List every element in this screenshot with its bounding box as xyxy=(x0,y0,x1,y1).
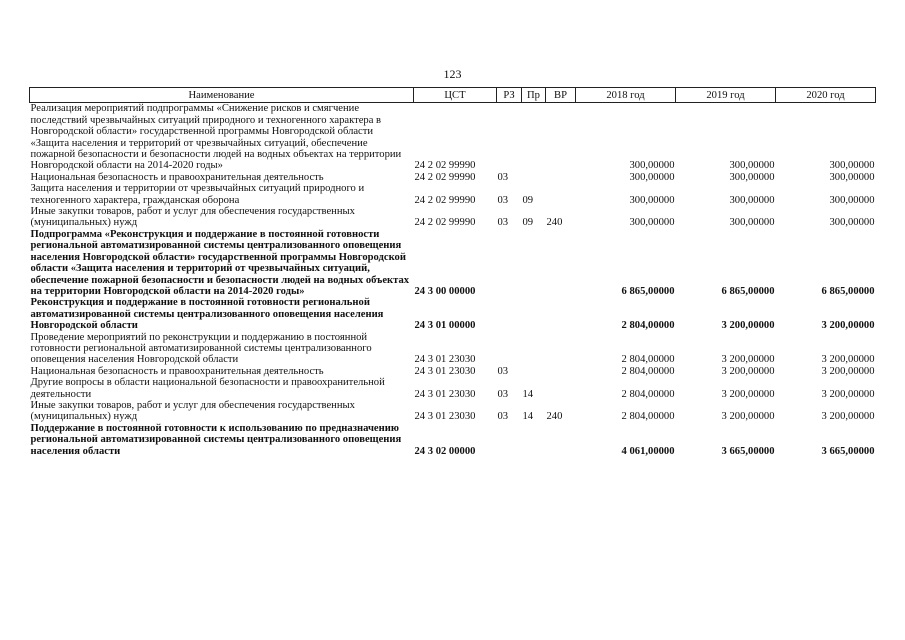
row-value-2019: 300,00000 xyxy=(729,171,775,183)
row-value-2018: 300,00000 xyxy=(629,160,675,172)
row-cst: 24 2 02 99990 xyxy=(414,171,476,183)
row-rz xyxy=(497,332,522,366)
row-vr xyxy=(546,103,576,172)
row-value-2018: 2 804,00000 xyxy=(621,354,675,366)
row-name: Подпрограмма «Реконструкция и поддержание в постоянной готовности региональной автоматизированной системы централизованного оповещения населения Новгородской области» государственной программы Новгородской области «Защита населения и территорий от чрезвычайных ситуаций, обеспечение пожарной безопасности и безопасности людей на водных объектах на территории Новгородской области на 2014-2020 годы» xyxy=(30,228,410,297)
row-value-2018: 2 804,00000 xyxy=(621,365,675,377)
row-name: Национальная безопасность и правоохранительная деятельность xyxy=(30,171,324,183)
row-name: Другие вопросы в области национальной безопасности и правоохранительной деятельности xyxy=(30,377,385,400)
row-value-2018: 300,00000 xyxy=(629,217,675,229)
column-header-pr: Пр xyxy=(522,88,546,103)
row-vr: 240 xyxy=(546,411,563,423)
row-vr: 240 xyxy=(546,217,563,229)
row-rz xyxy=(497,297,522,331)
row-pr xyxy=(522,103,546,172)
budget-table xyxy=(29,87,876,457)
row-value-2019: 3 200,00000 xyxy=(721,365,775,377)
column-header-2019: 2019 год xyxy=(676,88,776,103)
row-value-2018: 2 804,00000 xyxy=(621,388,675,400)
row-value-2020: 3 200,00000 xyxy=(821,320,875,332)
row-value-2019: 3 200,00000 xyxy=(721,388,775,400)
row-vr xyxy=(546,366,576,377)
row-name: Защита населения и территории от чрезвычайных ситуаций природного и техногенного характера, гражданская оборона xyxy=(30,183,365,206)
row-cst: 24 2 02 99990 xyxy=(414,194,476,206)
row-value-2018: 2 804,00000 xyxy=(621,320,675,332)
row-value-2019: 3 200,00000 xyxy=(721,411,775,423)
row-name: Реализация мероприятий подпрограммы «Снижение рисков и смягчение последствий чрезвычайных ситуаций природного и техногенного характера в Новгородской области» государственной программы Новгородской области «Защита населения и территорий от чрезвычайных ситуаций, обеспечение пожарной безопасности и безопасности людей на водных объектах на территории Новгородской области на 2014-2020 годы» xyxy=(30,103,402,172)
row-value-2018: 2 804,00000 xyxy=(621,411,675,423)
row-value-2020: 3 200,00000 xyxy=(821,388,875,400)
row-pr xyxy=(522,297,546,331)
row-pr xyxy=(522,332,546,366)
row-rz xyxy=(497,103,522,172)
column-header-name: Наименование xyxy=(30,88,414,103)
row-value-2018: 300,00000 xyxy=(629,171,675,183)
row-value-2019: 3 665,00000 xyxy=(721,445,775,457)
row-value-2018: 4 061,00000 xyxy=(621,445,675,457)
row-value-2018: 6 865,00000 xyxy=(621,285,675,297)
row-name: Реконструкция и поддержание в постоянной готовности региональной автоматизированной системы централизованного оповещения населения Новгородской области xyxy=(30,297,384,332)
row-rz: 03 xyxy=(497,365,509,377)
row-pr xyxy=(522,366,546,377)
table-row xyxy=(30,183,876,206)
row-value-2020: 3 200,00000 xyxy=(821,354,875,366)
table-row xyxy=(30,172,876,183)
row-rz xyxy=(497,229,522,297)
column-header-cst: ЦСТ xyxy=(414,88,497,103)
table-row xyxy=(30,400,876,423)
table-row xyxy=(30,423,876,457)
row-name: Иные закупки товаров, работ и услуг для обеспечения государственных (муниципальных) нужд xyxy=(30,206,355,229)
row-vr xyxy=(546,172,576,183)
row-value-2020: 3 200,00000 xyxy=(821,411,875,423)
table-row xyxy=(30,297,876,331)
table-row xyxy=(30,377,876,400)
row-cst: 24 3 01 23030 xyxy=(414,388,476,400)
row-pr xyxy=(522,172,546,183)
row-value-2020: 300,00000 xyxy=(829,171,875,183)
row-value-2019: 3 200,00000 xyxy=(721,320,775,332)
column-header-2018: 2018 год xyxy=(576,88,676,103)
row-cst: 24 3 01 23030 xyxy=(414,354,476,366)
row-vr xyxy=(546,183,576,206)
table-row xyxy=(30,332,876,366)
page-number: 123 xyxy=(443,67,462,81)
row-pr: 09 xyxy=(522,194,534,206)
row-value-2020: 300,00000 xyxy=(829,160,875,172)
column-header-2020: 2020 год xyxy=(776,88,876,103)
row-value-2020: 3 665,00000 xyxy=(821,445,875,457)
table-row xyxy=(30,366,876,377)
row-cst: 24 3 02 00000 xyxy=(414,445,476,457)
row-value-2020: 3 200,00000 xyxy=(821,365,875,377)
row-value-2018: 300,00000 xyxy=(629,194,675,206)
table-row xyxy=(30,229,876,297)
row-value-2019: 300,00000 xyxy=(729,217,775,229)
row-vr xyxy=(546,297,576,331)
row-rz: 03 xyxy=(497,171,509,183)
row-vr xyxy=(546,377,576,400)
row-pr: 14 xyxy=(522,411,534,423)
row-rz: 03 xyxy=(497,217,509,229)
row-value-2020: 300,00000 xyxy=(829,194,875,206)
row-vr xyxy=(546,423,576,457)
row-name: Иные закупки товаров, работ и услуг для обеспечения государственных (муниципальных) нужд xyxy=(30,399,355,423)
row-rz: 03 xyxy=(497,388,509,400)
row-vr xyxy=(546,229,576,297)
row-cst: 24 2 02 99990 xyxy=(414,160,476,172)
row-value-2020: 300,00000 xyxy=(829,217,875,229)
row-name: Национальная безопасность и правоохранительная деятельность xyxy=(30,365,324,377)
row-name: Проведение мероприятий по реконструкции и поддержанию в постоянной готовности региональной автоматизированной системы централизованного оповещения населения Новгородской области xyxy=(30,331,372,366)
row-value-2019: 300,00000 xyxy=(729,160,775,172)
row-pr xyxy=(522,423,546,457)
row-pr: 09 xyxy=(522,217,534,229)
row-rz: 03 xyxy=(497,411,509,423)
row-cst: 24 3 00 00000 xyxy=(414,285,476,297)
table-row xyxy=(30,206,876,229)
column-header-vr: ВР xyxy=(546,88,576,103)
column-header-rz: РЗ xyxy=(497,88,522,103)
row-pr: 14 xyxy=(522,388,534,400)
row-cst: 24 2 02 99990 xyxy=(414,217,476,229)
row-value-2019: 3 200,00000 xyxy=(721,354,775,366)
table-row xyxy=(30,103,876,172)
row-value-2020: 6 865,00000 xyxy=(821,285,875,297)
table-header-row xyxy=(30,88,876,103)
table-body xyxy=(30,103,876,457)
row-cst: 24 3 01 00000 xyxy=(414,320,476,332)
row-name: Поддержание в постоянной готовности к использованию по предназначению региональной автоматизированной системы централизованного оповещения населения области xyxy=(30,422,402,457)
row-rz xyxy=(497,423,522,457)
row-vr xyxy=(546,332,576,366)
row-cst: 24 3 01 23030 xyxy=(414,411,476,423)
row-cst: 24 3 01 23030 xyxy=(414,365,476,377)
row-rz: 03 xyxy=(497,194,509,206)
row-value-2019: 6 865,00000 xyxy=(721,285,775,297)
row-value-2019: 300,00000 xyxy=(729,194,775,206)
row-pr xyxy=(522,229,546,297)
